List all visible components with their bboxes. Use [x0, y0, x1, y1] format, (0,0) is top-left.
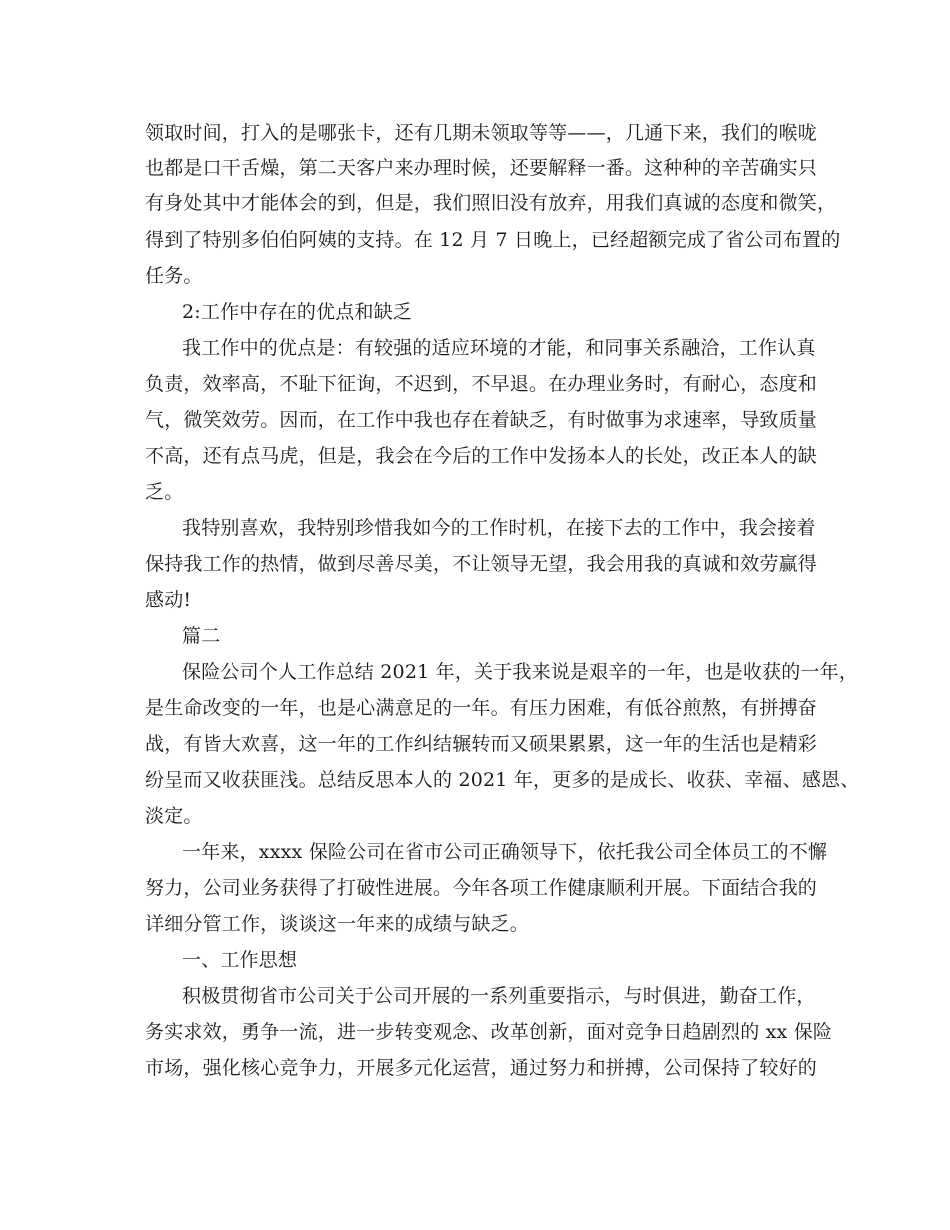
text-line: 务实求效，勇争一流，进一步转变观念、改革创新，面对竞争日趋剧烈的 xx 保险	[145, 1021, 833, 1043]
paragraph-start: 我特别喜欢，我特别珍惜我如今的工作时机，在接下去的工作中，我会接着	[182, 517, 816, 539]
text-line: 乏。	[145, 481, 184, 503]
text-line: 保持我工作的热情，做到尽善尽美，不让领导无望，我会用我的真诚和效劳赢得	[145, 553, 818, 575]
text-line: 感动!	[145, 589, 192, 611]
text-line: 淡定。	[145, 805, 203, 827]
section-heading: 一、工作思想	[182, 949, 298, 971]
section-heading: 篇二	[182, 625, 221, 647]
paragraph-start: 我工作中的优点是：有较强的适应环境的才能，和同事关系融洽，工作认真	[182, 337, 816, 359]
text-line: 得到了特别多伯伯阿姨的支持。在 12 月 7 日晚上，已经超额完成了省公司布置的	[145, 229, 841, 251]
paragraph-start: 积极贯彻省市公司关于公司开展的一系列重要指示，与时俱进，勤奋工作，	[182, 985, 816, 1007]
text-line: 任务。	[145, 265, 203, 287]
text-line: 领取时间，打入的是哪张卡，还有几期未领取等等——，几通下来，我们的喉咙	[145, 122, 818, 144]
text-line: 市场，强化核心竞争力，开展多元化运营，通过努力和拼搏，公司保持了较好的	[145, 1057, 818, 1079]
text-line: 气，微笑效劳。因而，在工作中我也存在着缺乏，有时做事为求速率，导致质量	[145, 409, 818, 431]
section-heading: 2:工作中存在的优点和缺乏	[182, 301, 413, 323]
paragraph-start: 一年来，xxxx 保险公司在省市公司正确领导下，依托我公司全体员工的不懈	[182, 841, 828, 863]
paragraph-start: 保险公司个人工作总结 2021 年，关于我来说是艰辛的一年，也是收获的一年，	[182, 661, 859, 683]
text-line: 也都是口干舌燥，第二天客户来办理时候，还要解释一番。这种种的辛苦确实只	[145, 157, 818, 179]
text-line: 详细分管工作，谈谈这一年来的成绩与缺乏。	[145, 913, 530, 935]
text-line: 是生命改变的一年，也是心满意足的一年。有压力困难，有低谷煎熬，有拼搏奋	[145, 697, 818, 719]
text-line: 努力，公司业务获得了打破性进展。今年各项工作健康顺利开展。下面结合我的	[145, 877, 818, 899]
text-line: 有身处其中才能体会的到，但是，我们照旧没有放弃，用我们真诚的态度和微笑，	[145, 192, 837, 214]
text-line: 不高，还有点马虎，但是，我会在今后的工作中发扬本人的长处，改正本人的缺	[145, 445, 818, 467]
text-line: 纷呈而又收获匪浅。总结反思本人的 2021 年，更多的是成长、收获、幸福、感恩、	[145, 769, 860, 791]
text-line: 负责，效率高，不耻下征询，不迟到，不早退。在办理业务时，有耐心，态度和	[145, 373, 818, 395]
text-line: 战，有皆大欢喜，这一年的工作纠结辗转而又硕果累累，这一年的生活也是精彩	[145, 733, 818, 755]
